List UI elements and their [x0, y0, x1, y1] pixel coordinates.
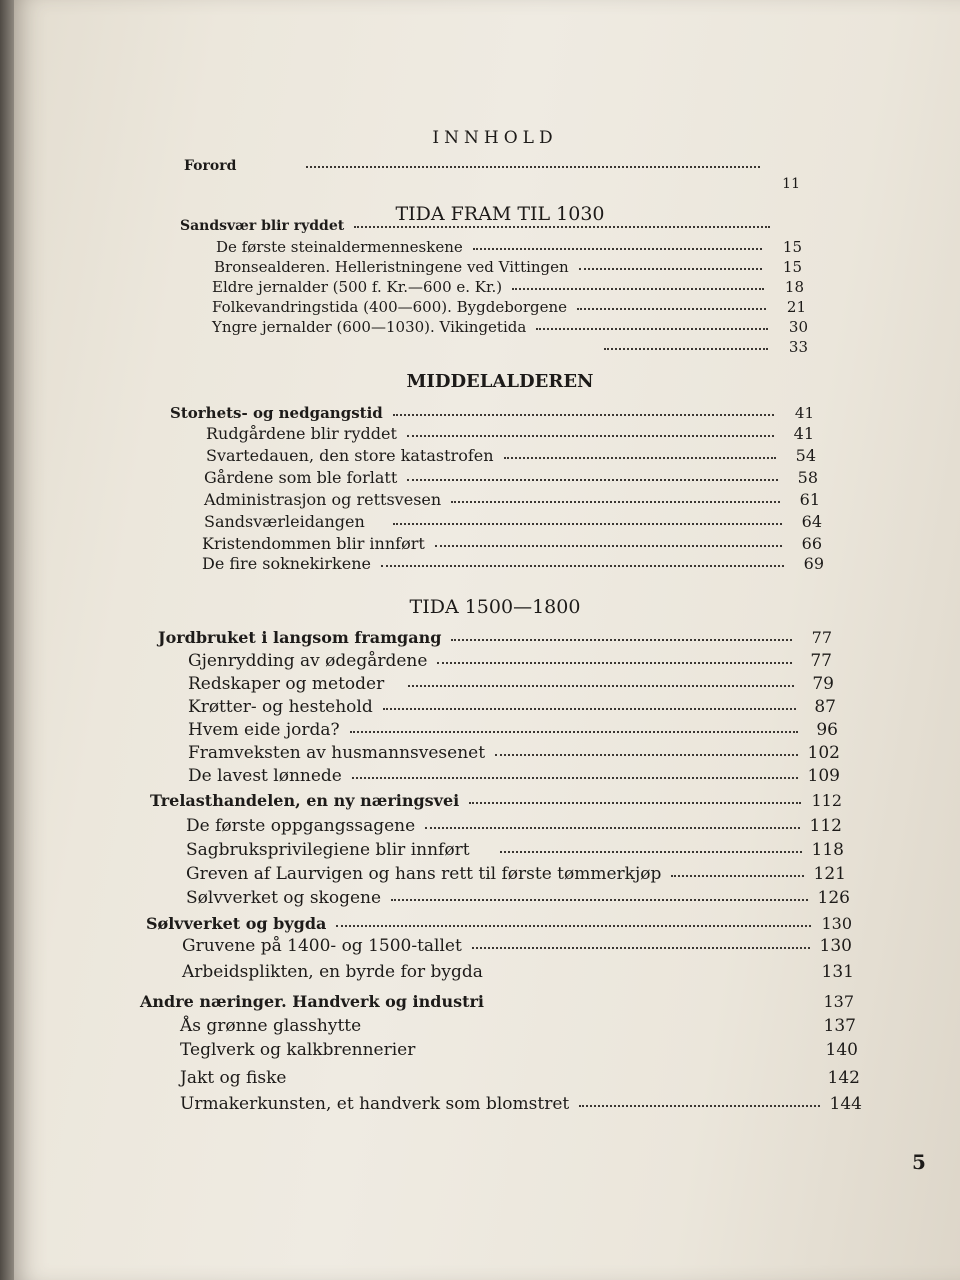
toc-entry-title: Svartedauen, den store katastrofen: [206, 446, 494, 465]
toc-entry-title: Ås grønne glasshytte: [180, 1016, 362, 1036]
toc-entry-page: 140: [825, 1040, 858, 1060]
toc-entry-title: Krøtter- og hestehold: [188, 697, 373, 717]
dot-leader: [435, 544, 782, 547]
toc-entry: [212, 318, 808, 336]
toc-entry: [212, 278, 804, 296]
dot-leader: [495, 753, 798, 756]
dot-leader: [336, 924, 811, 927]
dot-leader: [512, 287, 764, 290]
toc-entry-title: Framveksten av husmannsvesenet: [188, 743, 486, 763]
toc-entry: [180, 1094, 862, 1114]
toc-entry: [204, 490, 820, 509]
toc-entry-page: 102: [807, 743, 840, 763]
toc-entry-title: Kristendommen blir innført: [202, 534, 425, 553]
toc-entry-page: 96: [816, 720, 838, 740]
toc-entry-title: Greven af Laurvigen og hans rett til første tømmerkjøp: [186, 864, 662, 884]
toc-entry-title: Gårdene som ble forlatt: [204, 468, 398, 487]
toc-entry: [180, 1016, 856, 1036]
toc-entry: [206, 446, 816, 465]
dot-leader: [425, 1050, 815, 1053]
dot-leader: [354, 225, 770, 228]
toc-entry-title: Eldre jernalder (500 f. Kr.—600 e. Kr.): [212, 278, 503, 296]
toc-entry-title: Trelasthandelen, en ny næringsvei: [150, 791, 460, 810]
dot-leader: [671, 874, 803, 877]
toc-entry-title: Bronsealderen. Helleristningene ved Vittingen: [214, 258, 569, 276]
toc-entry-page: 61: [799, 490, 820, 509]
dot-leader: [407, 478, 778, 481]
toc-entry-page: 130: [821, 914, 852, 933]
toc-entry-page: 15: [782, 258, 802, 276]
toc-entry: [186, 864, 846, 884]
dot-leader: [371, 1026, 813, 1029]
toc-entry: [204, 468, 818, 487]
toc-entry-page: 131: [821, 962, 854, 982]
dot-leader: [352, 776, 798, 779]
toc-entry-page: 18: [784, 278, 804, 296]
toc-entry-page: 11: [782, 176, 800, 192]
toc-entry-title: Yngre jernalder (600—1030). Vikingetida: [212, 318, 527, 336]
section-heading-middelalderen: MIDDELALDEREN: [406, 371, 594, 392]
dot-leader: [604, 347, 768, 350]
toc-entry: [188, 697, 836, 717]
book-gutter-shadow: [0, 0, 14, 1280]
dot-leader: [579, 267, 762, 270]
dot-leader: [451, 638, 792, 641]
dot-leader: [543, 972, 812, 975]
toc-entry-page: 109: [807, 766, 840, 786]
toc-entry-title: De første oppgangssagene: [186, 816, 416, 836]
toc-entry-title: Sølvverket og bygda: [146, 914, 327, 933]
toc-entry-page: 77: [811, 628, 832, 647]
toc-entry: [204, 512, 822, 531]
dot-leader: [437, 661, 792, 664]
toc-entry-page: 41: [793, 424, 814, 443]
toc-entry-page: 69: [803, 554, 824, 573]
toc-entry: [182, 962, 854, 982]
toc-entry-page: 137: [823, 1016, 856, 1036]
toc-entry: [188, 651, 832, 671]
toc-entry: [188, 743, 840, 763]
dot-leader: [393, 413, 774, 416]
toc-entry-title: De fire soknekirkene: [202, 554, 371, 573]
toc-entry-chapter: [140, 992, 854, 1011]
toc-entry-page: 112: [809, 816, 842, 836]
toc-entry-title: Gruvene på 1400- og 1500-tallet: [182, 936, 462, 956]
toc-entry-page: 66: [801, 534, 822, 553]
page-number: 5: [912, 1150, 926, 1174]
toc-entry-chapter: [150, 791, 842, 810]
toc-entry-title: Jordbruket i langsom framgang: [158, 628, 442, 647]
toc-entry-title: Urmakerkunsten, et handverk som blomstret: [180, 1094, 570, 1114]
toc-entry-title: Gjenrydding av ødegårdene: [188, 651, 428, 671]
toc-entry: [214, 258, 802, 276]
toc-entry-page: 142: [827, 1068, 860, 1088]
toc-entry-title: Jakt og fiske: [180, 1068, 287, 1088]
toc-entry-page: 79: [812, 674, 834, 694]
toc-entry-chapter: [158, 628, 832, 647]
toc-entry-title: Andre næringer. Handverk og industri: [140, 992, 484, 1011]
page-title: INNHOLD: [432, 128, 558, 148]
toc-entry: [186, 888, 850, 908]
toc-entry: [202, 534, 822, 553]
toc-entry-chapter: [146, 914, 852, 933]
dot-leader: [577, 307, 766, 310]
toc-entry: [180, 1068, 860, 1088]
toc-entry-page: 58: [797, 468, 818, 487]
toc-entry: [202, 554, 824, 573]
dot-leader: [469, 801, 801, 804]
toc-entry: [212, 338, 808, 356]
dot-leader: [408, 684, 794, 687]
toc-entry-page: 130: [819, 936, 852, 956]
dot-leader: [393, 522, 782, 525]
toc-entry: [180, 1040, 858, 1060]
toc-entry-title: Teglverk og kalkbrennerier: [180, 1040, 416, 1060]
toc-entry-page: 87: [814, 697, 836, 717]
toc-entry: [186, 816, 842, 836]
toc-entry-page: 121: [813, 864, 846, 884]
toc-entry-title: Sandsværleidangen: [204, 512, 365, 531]
dot-leader: [381, 564, 784, 567]
dot-leader: [306, 165, 760, 168]
toc-entry-page: 21: [786, 298, 806, 316]
toc-entry-page: 64: [801, 512, 822, 531]
toc-entry-page: 77: [810, 651, 832, 671]
dot-leader: [494, 1002, 813, 1005]
dot-leader: [579, 1104, 819, 1107]
toc-entry: [188, 766, 840, 786]
toc-entry-page: 118: [811, 840, 844, 860]
dot-leader: [296, 1078, 817, 1081]
section-heading-tida-fram-til-1030: TIDA FRAM TIL 1030: [395, 203, 605, 225]
dot-leader: [425, 826, 799, 829]
toc-entry: [216, 238, 802, 256]
toc-entry-page: 33: [788, 338, 808, 356]
toc-entry-title: Redskaper og metoder: [188, 674, 385, 694]
dot-leader: [472, 946, 810, 949]
dot-leader: [350, 730, 798, 733]
toc-entry: [188, 720, 838, 740]
toc-entry-title: Arbeidsplikten, en byrde for bygda: [182, 962, 483, 982]
toc-entry: [188, 674, 834, 694]
toc-entry-page: 54: [795, 446, 816, 465]
toc-entry-page: 15: [782, 238, 802, 256]
dot-leader: [536, 327, 768, 330]
toc-entry: [182, 936, 852, 956]
toc-entry-title: Rudgårdene blir ryddet: [206, 424, 397, 443]
toc-entry-title: Administrasjon og rettsvesen: [204, 490, 442, 509]
toc-entry-chapter: [170, 404, 814, 422]
dot-leader: [383, 707, 796, 710]
toc-entry-page: 41: [794, 404, 814, 422]
toc-entry-title: De første steinaldermenneskene: [216, 238, 463, 256]
dot-leader: [500, 850, 802, 853]
toc-entry-title: De lavest lønnede: [188, 766, 342, 786]
toc-entry-page: 112: [811, 791, 842, 810]
dot-leader: [451, 500, 780, 503]
toc-entry: [206, 424, 814, 443]
section-heading-tida-1500-1800: TIDA 1500—1800: [409, 596, 581, 618]
dot-leader: [391, 898, 808, 901]
dot-leader: [407, 434, 774, 437]
toc-entry-title: Folkevandringstida (400—600). Bygdeborgene: [212, 298, 568, 316]
toc-entry-title: Sagbruksprivilegiene blir innført: [186, 840, 470, 860]
toc-entry: [186, 840, 844, 860]
toc-entry-page: 137: [823, 992, 854, 1011]
toc-entry-title: Storhets- og nedgangstid: [170, 404, 383, 422]
toc-entry: [212, 298, 806, 316]
toc-entry-chapter: [180, 218, 780, 234]
toc-entry-page: 144: [829, 1094, 862, 1114]
toc-entry-forord: [184, 158, 800, 192]
toc-entry-page: 30: [788, 318, 808, 336]
toc-entry-title: Sandsvær blir ryddet: [180, 218, 345, 234]
dot-leader: [473, 247, 762, 250]
toc-entry-title: Forord: [184, 158, 237, 174]
toc-entry-title: Hvem eide jorda?: [188, 720, 340, 740]
dot-leader: [504, 456, 776, 459]
toc-entry-page: 126: [817, 888, 850, 908]
toc-entry-title: Sølvverket og skogene: [186, 888, 382, 908]
